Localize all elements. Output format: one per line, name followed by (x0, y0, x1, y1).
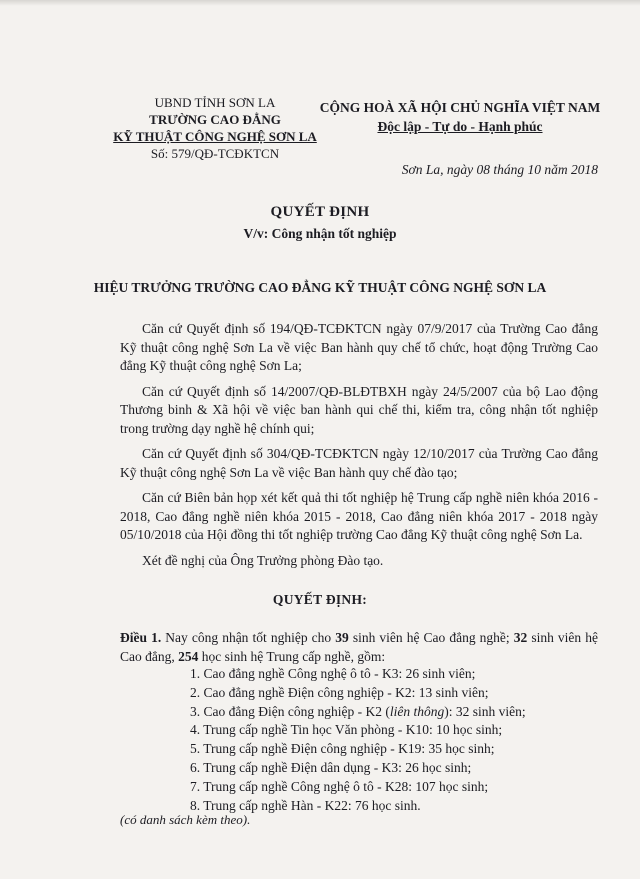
list-item: 7. Trung cấp nghề Công nghệ ô tô - K28: 107 học sinh; (190, 778, 489, 794)
list-item: 1. Cao đẳng nghề Công nghệ ô tô - K3: 26 sinh viên; (190, 666, 476, 681)
graduate-list (190, 665, 610, 815)
nation-name: CỘNG HOÀ XÃ HỘI CHỦ NGHĨA VIỆT NAM (319, 100, 601, 115)
count-college: 32 (513, 630, 528, 645)
ground-paragraph: Xét đề nghị của Ông Trưởng phòng Đào tạo. (142, 552, 384, 568)
list-item: 8. Trung cấp nghề Hàn - K22: 76 học sinh. (190, 797, 421, 813)
ground-paragraph: Căn cứ Quyết định số 304/QĐ-TCĐKTCN ngày 12/10/2017 của Trường Cao đẳng Kỹ thuật công nghệ Sơn La về việc Ban hành quy chế đào tạo; (120, 446, 598, 480)
national-motto: Độc lập - Tự do - Hạnh phúc (377, 119, 543, 134)
list-item-text: 3. Cao đẳng Điện công nghiệp - K2 ( (190, 703, 390, 719)
attachment-note: (có danh sách kèm theo). (120, 812, 251, 827)
article-1 (120, 628, 598, 666)
national-header (310, 98, 610, 136)
article-text: Nay công nhận tốt nghiệp cho (161, 630, 336, 645)
agency-line-2: TRƯỜNG CAO ĐẲNG (149, 112, 281, 127)
list-item: 5. Trung cấp nghề Điện công nghiệp - K19: 35 học sinh; (190, 741, 495, 757)
issuer-heading: HIỆU TRƯỞNG TRƯỜNG CAO ĐẲNG KỸ THUẬT CÔNG NGHỆ SƠN LA (93, 280, 547, 295)
list-item (190, 703, 610, 722)
ground-paragraph: Căn cứ Biên bản họp xét kết quả thi tốt nghiệp hệ Trung cấp nghề niên khóa 2016 - 2018, Cao đẳng nghề niên khóa 2015 - 2018, Cao đẳng niên khóa 2017 - 2018 ngày 05/10/2018 của Hội đồng thi tốt nghiệp trường Cao đẳng Kỹ thuật công nghệ Sơn La. (120, 490, 598, 542)
list-item-text: ): 32 sinh viên; (444, 703, 526, 719)
scan-edge (0, 0, 640, 6)
ground-paragraph: Căn cứ Quyết định số 14/2007/QĐ-BLĐTBXH ngày 24/5/2007 của bộ Lao động Thương binh & Xã hội về việc ban hành qui chế thi, kiểm tra, công nhận tốt nghiệp trong trường dạy nghề hệ chính qui; (120, 383, 598, 436)
legal-grounds (120, 320, 598, 577)
article-text: sinh viên hệ Cao đẳng nghề; (348, 630, 514, 645)
list-item: 4. Trung cấp nghề Tin học Văn phòng - K10: 10 học sinh; (190, 722, 503, 738)
agency-line-3: KỸ THUẬT CÔNG NGHỆ SƠN LA (113, 129, 317, 144)
ground-paragraph: Căn cứ Quyết định số 194/QĐ-TCĐKTCN ngày 07/9/2017 của Trường Cao đẳng Kỹ thuật công nghệ Sơn La về việc Ban hành quy chế tổ chức, hoạt động Trường Cao đẳng Kỹ thuật công nghệ Sơn La; (120, 321, 598, 373)
list-item-italic: liên thông (389, 703, 445, 719)
agency-line-1: UBND TỈNH SƠN LA (154, 95, 276, 110)
document-title: QUYẾT ĐỊNH (270, 204, 370, 220)
place-date: Sơn La, ngày 08 tháng 10 năm 2018 (401, 162, 598, 177)
issuing-agency-block (110, 94, 320, 162)
decision-heading: QUYẾT ĐỊNH: (272, 592, 368, 607)
document-number: Số: 579/QĐ-TCĐKTCN (150, 146, 280, 161)
article-label: Điều 1. (120, 630, 162, 645)
count-vocational-college: 39 (335, 630, 349, 645)
list-item: 2. Cao đẳng nghề Điện công nghiệp - K2: 13 sinh viên; (190, 684, 489, 700)
list-item: 6. Trung cấp nghề Điện dân dụng - K3: 26 học sinh; (190, 759, 472, 775)
document-subject: V/v: Công nhận tốt nghiệp (243, 226, 397, 241)
article-text: học sinh hệ Trung cấp nghề, gồm: (198, 649, 386, 664)
article-text: sinh viên hệ Cao đẳng, (120, 630, 598, 664)
count-intermediate: 254 (178, 649, 199, 664)
